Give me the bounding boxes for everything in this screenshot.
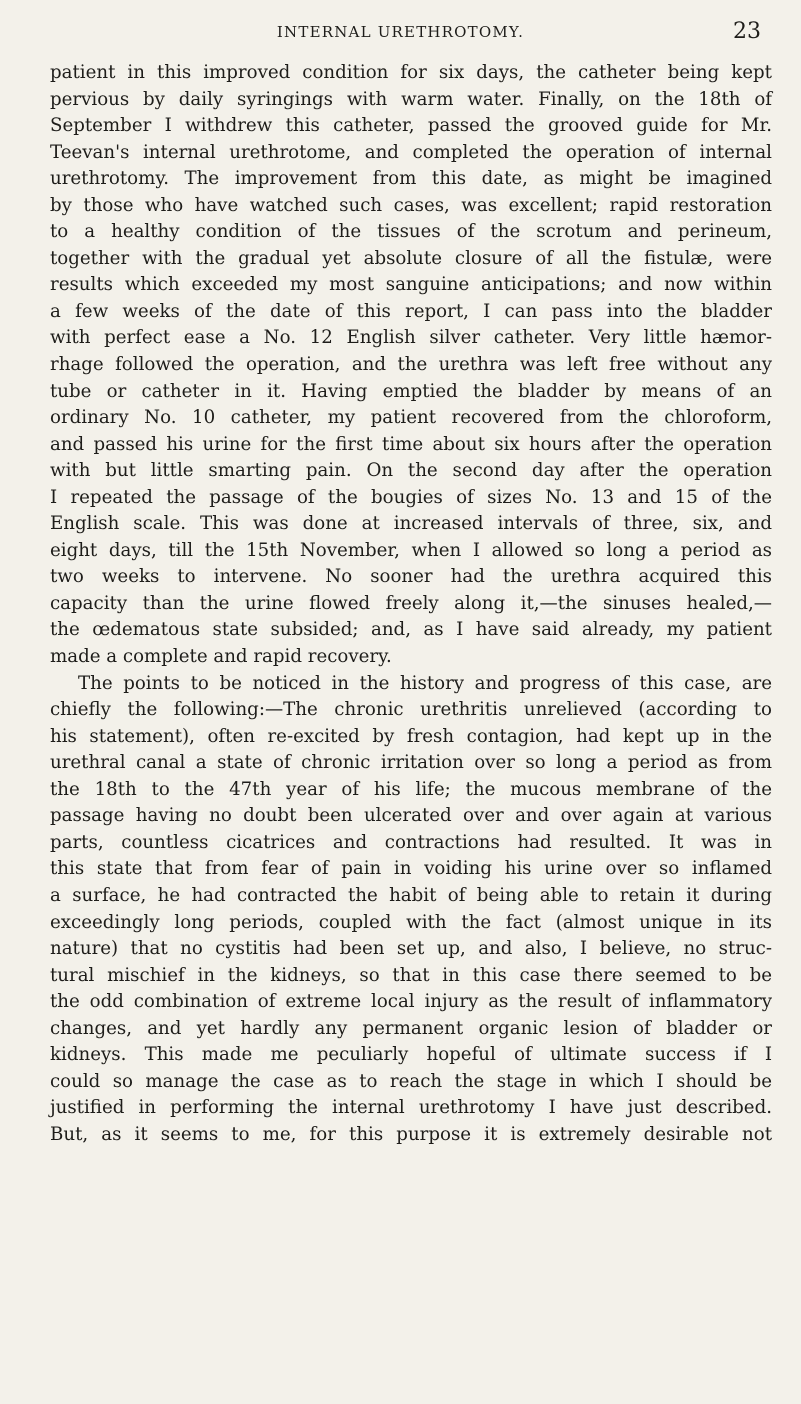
text-line: But, as it seems to me, for this purpose it is extremely desirable not bbox=[50, 1123, 772, 1145]
text-line: justified in performing the internal urethrotomy I have just described. bbox=[50, 1097, 772, 1119]
text-line: urethral canal a state of chronic irritation over so long a period as from bbox=[50, 752, 772, 774]
text-line: a few weeks of the date of this report, I can pass into the bladder bbox=[50, 300, 772, 322]
text-line: and passed his urine for the first time about six hours after the operation bbox=[50, 433, 772, 455]
text-line: with but little smarting pain. On the second day after the operation bbox=[50, 460, 772, 482]
text-line: results which exceeded my most sanguine anticipations; and now within bbox=[50, 274, 772, 296]
running-head bbox=[0, 20, 801, 54]
text-line: two weeks to intervene. No sooner had the urethra acquired this bbox=[50, 566, 772, 588]
paragraph-start-line: The points to be noticed in the history and progress of this case, are bbox=[78, 672, 772, 694]
text-line: his statement), often re-excited by fresh contagion, had kept up in the bbox=[50, 725, 772, 747]
text-line: September I withdrew this catheter, passed the grooved guide for Mr. bbox=[50, 115, 772, 137]
text-line: tural mischief in the kidneys, so that in this case there seemed to be bbox=[50, 964, 772, 986]
text-line: by those who have watched such cases, was excellent; rapid restoration bbox=[50, 194, 772, 216]
text-line: ordinary No. 10 catheter, my patient recovered from the chloroform, bbox=[50, 407, 772, 429]
text-line: could so manage the case as to reach the stage in which I should be bbox=[50, 1070, 772, 1092]
text-line: parts, countless cicatrices and contractions had resulted. It was in bbox=[50, 831, 772, 853]
text-line: Teevan's internal urethrotome, and completed the operation of internal bbox=[50, 141, 772, 163]
text-line: nature) that no cystitis had been set up, and also, I believe, no struc- bbox=[50, 938, 772, 960]
text-line: the 18th to the 47th year of his life; the mucous membrane of the bbox=[50, 778, 772, 800]
text-line: eight days, till the 15th November, when I allowed so long a period as bbox=[50, 539, 772, 561]
text-line: pervious by daily syringings with warm water. Finally, on the 18th of bbox=[50, 88, 772, 110]
text-line: passage having no doubt been ulcerated over and over again at various bbox=[50, 805, 772, 827]
text-line: with perfect ease a No. 12 English silver catheter. Very little hæmor- bbox=[50, 327, 772, 349]
text-line: capacity than the urine flowed freely along it,—the sinuses healed,— bbox=[50, 592, 772, 614]
text-line: the odd combination of extreme local injury as the result of inflammatory bbox=[50, 991, 772, 1013]
paragraph-end-line: made a complete and rapid recovery. bbox=[50, 646, 392, 668]
text-line: this state that from fear of pain in voiding his urine over so inflamed bbox=[50, 858, 772, 880]
running-title: INTERNAL URETHROTOMY. bbox=[276, 23, 525, 41]
text-line: changes, and yet hardly any permanent organic lesion of bladder or bbox=[50, 1017, 772, 1039]
text-line: chiefly the following:—The chronic urethritis unrelieved (according to bbox=[50, 699, 772, 721]
text-line: exceedingly long periods, coupled with the fact (almost unique in its bbox=[50, 911, 772, 933]
page-number: 23 bbox=[733, 19, 761, 44]
text-line: together with the gradual yet absolute closure of all the fistulæ, were bbox=[50, 247, 772, 269]
text-line: tube or catheter in it. Having emptied the bladder by means of an bbox=[50, 380, 772, 402]
text-line: the œdematous state subsided; and, as I have said already, my patient bbox=[50, 619, 772, 641]
text-line: a surface, he had contracted the habit of being able to retain it during bbox=[50, 884, 772, 906]
text-line: I repeated the passage of the bougies of sizes No. 13 and 15 of the bbox=[50, 486, 772, 508]
text-line: kidneys. This made me peculiarly hopeful of ultimate success if I bbox=[50, 1044, 772, 1066]
text-line: urethrotomy. The improvement from this date, as might be imagined bbox=[50, 168, 772, 190]
text-line: English scale. This was done at increased intervals of three, six, and bbox=[50, 513, 772, 535]
text-line: to a healthy condition of the tissues of the scrotum and perineum, bbox=[50, 221, 772, 243]
body-text bbox=[50, 60, 772, 1148]
text-line: rhage followed the operation, and the urethra was left free without any bbox=[50, 354, 772, 376]
text-line: patient in this improved condition for six days, the catheter being kept bbox=[50, 62, 772, 83]
